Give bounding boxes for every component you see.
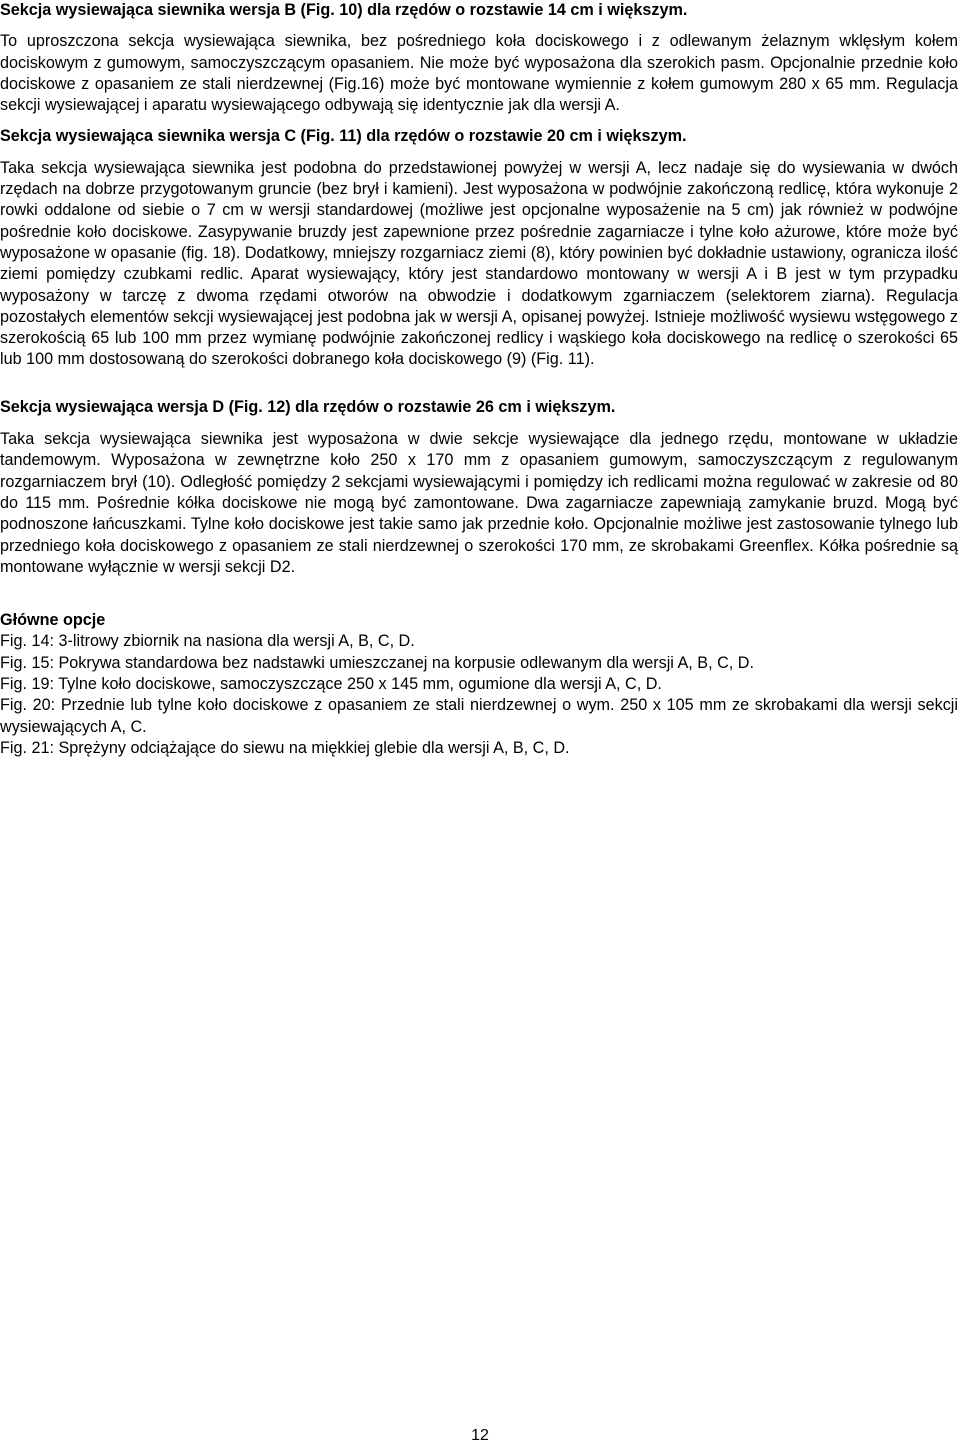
options-heading: Główne opcje — [0, 611, 106, 630]
option-item: Fig. 21: Sprężyny odciążające do siewu na miękkiej glebie dla wersji A, B, C, D. — [0, 738, 570, 757]
section-d-body: Taka sekcja wysiewająca siewnika jest wyposażona w dwie sekcje wysiewające dla jednego rzędu, montowane w układzie tandemowym. Wyposażona w zewnętrzne koło 250 x 170 mm z opasaniem gumowym, samoczyszczącym z regulowanym rozgarniaczem brył (10). Odległość pomiędzy 2 sekcjami wysiewającymi i pomiędzy ich redlicami można regulować w zakresie od 80 do 115 mm. Pośrednie kółka dociskowe nie mogą być zamontowane. Dwa zagarniacze zapewniają zamykanie bruzd. Mogą być podnoszone łańcuszkami. Tylne koło dociskowe jest takie samo jak przednie koło. Opcjonalnie możliwe jest zastosowanie tylnego lub przedniego koła dociskowego z opasaniem ze stali nierdzewnej o szerokości 170 mm, ze skrobakami Greenflex. Kółka pośrednie są montowane wyłącznie w wersji sekcji D2. — [0, 430, 958, 576]
option-item: Fig. 14: 3-litrowy zbiornik na nasiona dla wersji A, B, C, D. — [0, 632, 415, 651]
section-d-heading: Sekcja wysiewająca wersja D (Fig. 12) dla rzędów o rozstawie 26 cm i większym. — [0, 397, 616, 416]
options-list — [0, 631, 958, 759]
section-b-heading: Sekcja wysiewająca siewnika wersja B (Fig. 10) dla rzędów o rozstawie 14 cm i większym. — [0, 1, 688, 19]
option-item: Fig. 15: Pokrywa standardowa bez nadstawki umieszczanej na korpusie odlewanym dla wersji A, B, C, D. — [0, 653, 754, 672]
option-item: Fig. 20: Przednie lub tylne koło dociskowe z opasaniem ze stali nierdzewnej o wym. 250 x 105 mm ze skrobakami dla wersji sekcji wysiewających A, C. — [0, 696, 958, 736]
page-number: 12 — [471, 1427, 489, 1444]
section-c-heading: Sekcja wysiewająca siewnika wersja C (Fig. 11) dla rzędów o rozstawie 20 cm i większym. — [0, 127, 687, 146]
section-c-body: Taka sekcja wysiewająca siewnika jest podobna do przedstawionej powyżej w wersji A, lecz nadaje się do wysiewania w dwóch rzędach na dobrze przygotowanym gruncie (bez brył i kamieni). Jest wyposażona w podwójnie zakończoną redlicę, która wykonuje 2 rowki oddalone od siebie o 7 cm w wersji standardowej (możliwe jest opcjonalne wyposażenie na 5 cm) jak również w podwójne pośrednie koło dociskowe. Zasypywanie bruzdy jest zapewnione przez pośrednie zagarniacze i tylne koło ażurowe, które może być wyposażone w opasanie (fig. 18). Dodatkowy, mniejszy rozgarniacz ziemi (8), który powinien być dokładnie ustawiony, ogranicza ilość ziemi pomiędzy czubkami redlic. Aparat wysiewający, który jest standardowo montowany w wersji A i B jest w tym przypadku wyposażony w tarczę z dwoma rzędami otworów na obwodzie i dodatkowym zgarniaczem (selektorem ziarna). Regulacja pozostałych elementów sekcji wysiewającej jest podobna jak w wersji A, opisanej powyżej. Istnieje możliwość wysiewu wstęgowego z szerokością 65 lub 100 mm przez wymianę podwójnie zakończonej redlicy i wąskiego koła dociskowego na redlicę o szerokości 65 lub 100 mm dostosowaną do szerokości dobranego koła dociskowego (9) (Fig. 11). — [0, 158, 958, 369]
section-b-body: To uproszczona sekcja wysiewająca siewnika, bez pośredniego koła dociskowego i z odlewanym żelaznym wklęsłym kołem dociskowym z gumowym, samoczyszczącym opasaniem. Nie może być wyposażona dla szerokich pasm. Opcjonalnie przednie koło dociskowe z opasaniem ze stali nierdzewnej (Fig.16) może być montowane wymiennie z kołem gumowym 280 x 65 mm. Regulacja sekcji wysiewającej i aparatu wysiewającego odbywają się identycznie jak dla wersji A. — [0, 32, 958, 115]
option-item: Fig. 19: Tylne koło dociskowe, samoczyszczące 250 x 145 mm, ogumione dla wersji A, C, D. — [0, 675, 662, 694]
